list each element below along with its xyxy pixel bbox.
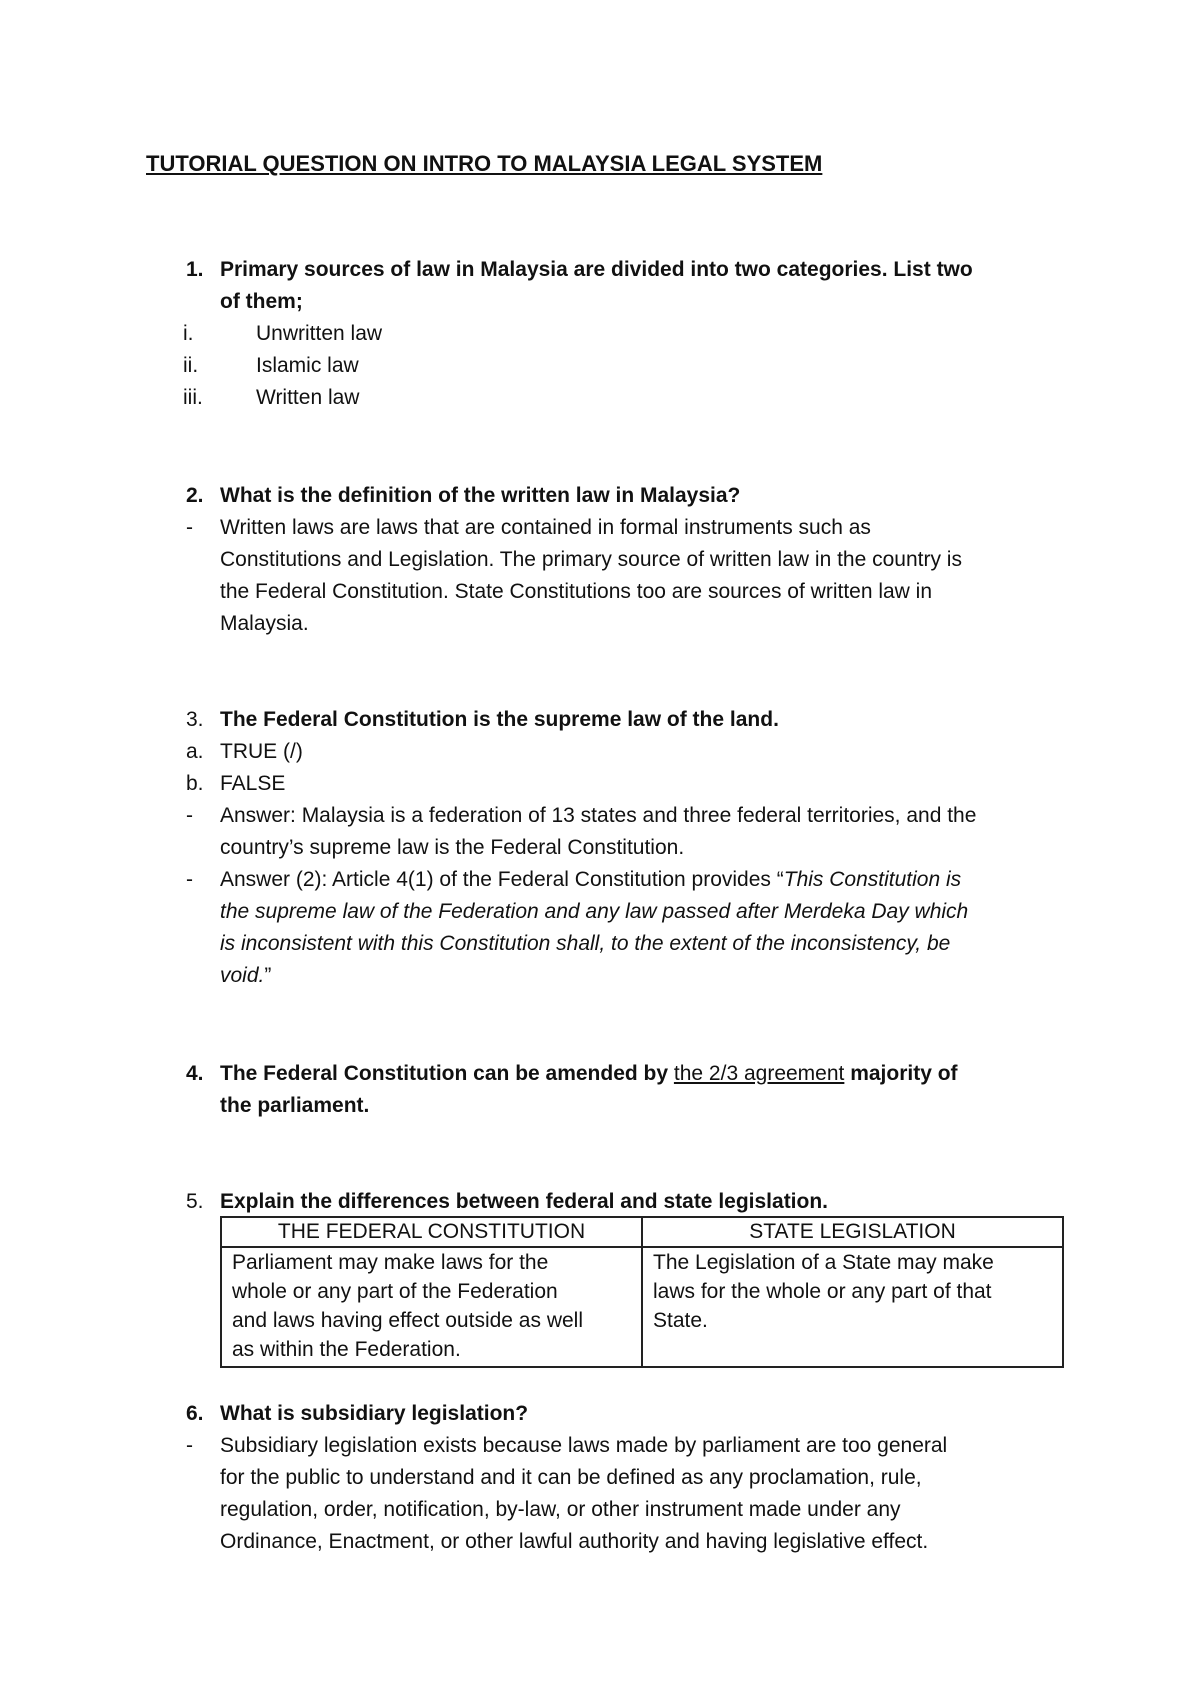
table-header-federal: THE FEDERAL CONSTITUTION bbox=[221, 1217, 642, 1247]
table-cell-line: State. bbox=[653, 1309, 708, 1332]
q4-number: 4. bbox=[186, 1062, 204, 1085]
table-cell-line: Parliament may make laws for the bbox=[232, 1251, 549, 1274]
q6-answer-line: for the public to understand and it can be defined as any proclamation, rule, bbox=[220, 1466, 922, 1489]
q1-question-line1: Primary sources of law in Malaysia are divided into two categories. List two bbox=[220, 258, 973, 281]
q2-answer-line: Malaysia. bbox=[220, 612, 309, 635]
q6-number: 6. bbox=[186, 1402, 204, 1425]
table-cell-line: laws for the whole or any part of that bbox=[653, 1280, 992, 1303]
q1-item-text: Written law bbox=[256, 386, 360, 409]
q4-underlined-answer: the 2/3 agreement bbox=[673, 1062, 845, 1085]
q5-number: 5. bbox=[186, 1190, 204, 1213]
q1-item-text: Unwritten law bbox=[256, 322, 383, 345]
table-cell-line: The Legislation of a State may make bbox=[653, 1251, 994, 1274]
q3-option-marker: a. bbox=[186, 740, 204, 763]
q4-part1: The Federal Constitution can be amended by bbox=[220, 1062, 674, 1085]
q6-answer-line: Ordinance, Enactment, or other lawful authority and having legislative effect. bbox=[220, 1530, 929, 1553]
table-header-state: STATE LEGISLATION bbox=[642, 1217, 1063, 1247]
q3-answer2-quote-line: void. bbox=[220, 964, 265, 987]
q2-answer-line: Constitutions and Legislation. The primary source of written law in the country is bbox=[220, 548, 962, 571]
table-cell-line: as within the Federation. bbox=[232, 1338, 461, 1361]
q2-answer-line: the Federal Constitution. State Constitutions too are sources of written law in bbox=[220, 580, 933, 603]
q3-answer2-close-quote: ” bbox=[264, 964, 272, 987]
q6-answer-line: regulation, order, notification, by-law, or other instrument made under any bbox=[220, 1498, 901, 1521]
q3-question: The Federal Constitution is the supreme law of the land. bbox=[220, 708, 779, 731]
q4-part2: majority of bbox=[844, 1062, 958, 1085]
q3-answer2-quote-line: the supreme law of the Federation and any law passed after Merdeka Day which bbox=[220, 900, 969, 923]
table-row bbox=[221, 1247, 1063, 1367]
q1-item-marker: i. bbox=[183, 322, 194, 345]
q1-item-text: Islamic law bbox=[256, 354, 359, 377]
q5-question: Explain the differences between federal and state legislation. bbox=[220, 1190, 829, 1213]
table-cell-federal bbox=[221, 1247, 642, 1367]
q2-number: 2. bbox=[186, 484, 204, 507]
q4-question-line2: the parliament. bbox=[220, 1094, 370, 1117]
q1-question-line2: of them; bbox=[220, 290, 303, 313]
q2-answer-line: Written laws are laws that are contained in formal instruments such as bbox=[220, 516, 871, 539]
q6-question: What is subsidiary legislation? bbox=[220, 1402, 529, 1425]
q3-answer1-line: Answer: Malaysia is a federation of 13 states and three federal territories, and the bbox=[220, 804, 977, 827]
q6-answer-line: Subsidiary legislation exists because laws made by parliament are too general bbox=[220, 1434, 948, 1457]
q3-answer2-quote-line: is inconsistent with this Constitution shall, to the extent of the inconsistency, be bbox=[220, 932, 951, 955]
legislation-comparison-table bbox=[220, 1216, 1064, 1368]
q4-question-line1 bbox=[220, 1058, 958, 1090]
table-cell-line: whole or any part of the Federation bbox=[232, 1280, 558, 1303]
q3-dash: - bbox=[186, 804, 193, 827]
q6-dash: - bbox=[186, 1434, 193, 1457]
table-cell-state bbox=[642, 1247, 1063, 1367]
table-header-row bbox=[221, 1217, 1063, 1247]
q3-option-false: FALSE bbox=[220, 772, 286, 795]
q2-dash: - bbox=[186, 516, 193, 539]
table-cell-line: and laws having effect outside as well bbox=[232, 1309, 583, 1332]
q3-option-true: TRUE (/) bbox=[220, 740, 303, 763]
q2-question: What is the definition of the written law in Malaysia? bbox=[220, 484, 741, 507]
q1-item-marker: iii. bbox=[183, 386, 203, 409]
q3-answer2-quote-start: This Constitution is bbox=[783, 868, 962, 891]
q3-answer2-prefix: Answer (2): Article 4(1) of the Federal Constitution provides “ bbox=[220, 868, 784, 891]
q3-answer2-line1 bbox=[220, 864, 961, 896]
q3-answer1-line: country’s supreme law is the Federal Constitution. bbox=[220, 836, 685, 859]
q1-item-marker: ii. bbox=[183, 354, 199, 377]
q1-number: 1. bbox=[186, 258, 204, 281]
q3-answer2-quote-end bbox=[220, 960, 271, 992]
q3-dash: - bbox=[186, 868, 193, 891]
q3-option-marker: b. bbox=[186, 772, 204, 795]
page-title: TUTORIAL QUESTION ON INTRO TO MALAYSIA LEGAL SYSTEM bbox=[146, 151, 823, 176]
q3-number: 3. bbox=[186, 708, 204, 731]
